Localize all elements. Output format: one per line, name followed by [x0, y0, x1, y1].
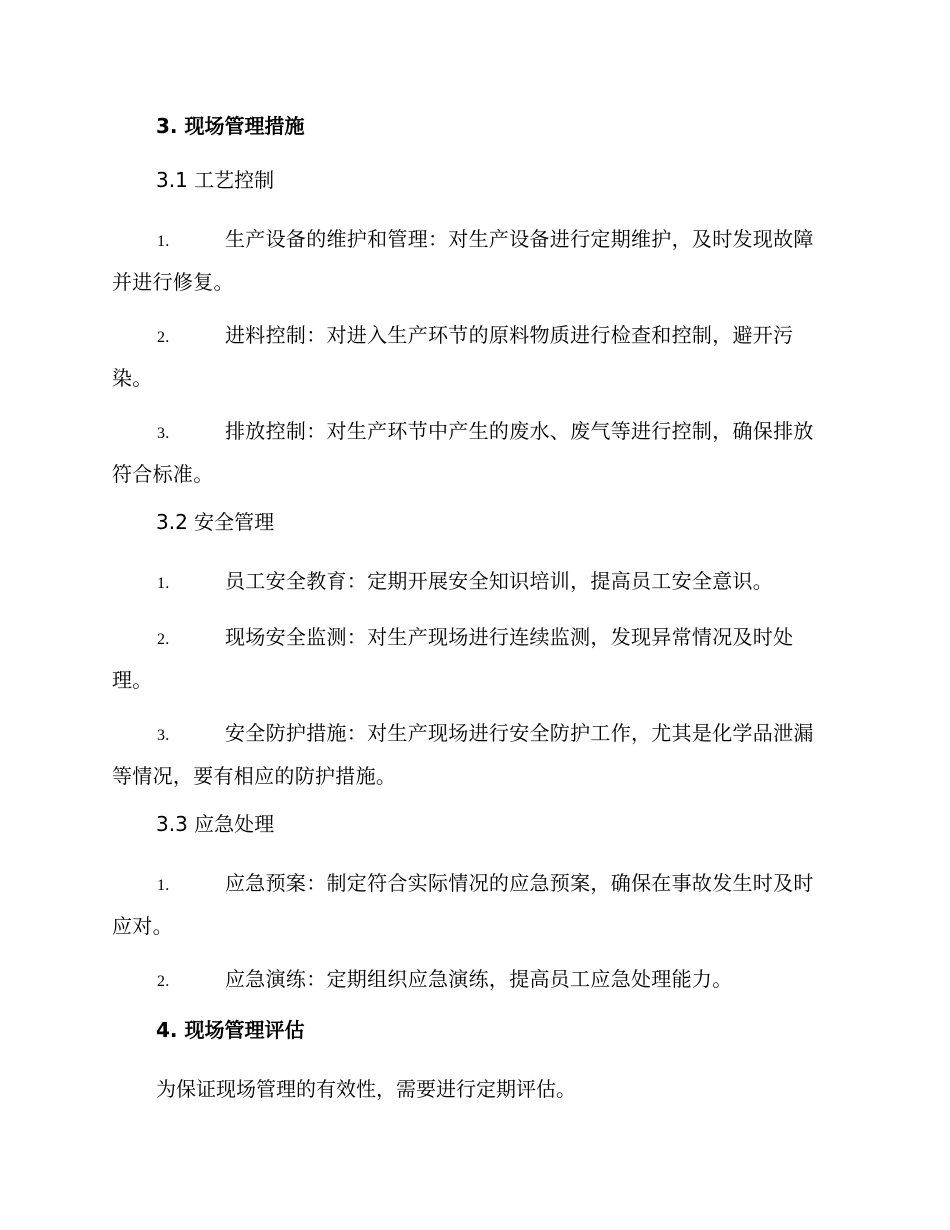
list-item	[112, 315, 832, 398]
list-item	[112, 617, 832, 700]
list-item	[112, 713, 832, 796]
subsection-heading: 3.2 安全管理	[156, 510, 275, 534]
list-item-text: 应急演练：定期组织应急演练，提高员工应急处理能力。	[225, 967, 733, 991]
list-item-text: 员工安全教育：定期开展安全知识培训，提高员工安全意识。	[225, 569, 774, 593]
subsection-heading: 3.1 工艺控制	[156, 168, 275, 192]
list-item-text: 安全防护措施：对生产现场进行安全防护工作，尤其是化学品泄漏等情况，要有相应的防护措施。	[112, 721, 814, 788]
list-number: 1.	[157, 877, 170, 894]
list-item	[112, 411, 832, 494]
list-item-text: 现场安全监测：对生产现场进行连续监测，发现异常情况及时处理。	[112, 625, 794, 692]
list-number: 3.	[157, 727, 170, 744]
list-item	[112, 561, 832, 604]
list-number: 2.	[157, 973, 170, 990]
list-number: 3.	[157, 425, 170, 442]
list-number: 2.	[157, 329, 170, 346]
list-number: 1.	[157, 233, 170, 250]
list-item-text: 排放控制：对生产环节中产生的废水、废气等进行控制，确保排放符合标准。	[112, 419, 814, 486]
list-item-text: 生产设备的维护和管理：对生产设备进行定期维护，及时发现故障并进行修复。	[112, 227, 814, 294]
list-number: 2.	[157, 631, 170, 648]
section-heading: 3. 现场管理措施	[156, 114, 305, 138]
list-item-text: 进料控制：对进入生产环节的原料物质进行检查和控制，避开污染。	[112, 323, 794, 390]
list-number: 1.	[157, 575, 170, 592]
body-paragraph: 为保证现场管理的有效性，需要进行定期评估。	[156, 1077, 576, 1101]
subsection-heading: 3.3 应急处理	[156, 812, 275, 836]
list-item-text: 应急预案：制定符合实际情况的应急预案，确保在事故发生时及时应对。	[112, 871, 814, 938]
section-heading: 4. 现场管理评估	[156, 1018, 305, 1042]
list-item	[112, 863, 832, 946]
list-item	[112, 219, 832, 302]
list-item	[112, 959, 832, 1002]
